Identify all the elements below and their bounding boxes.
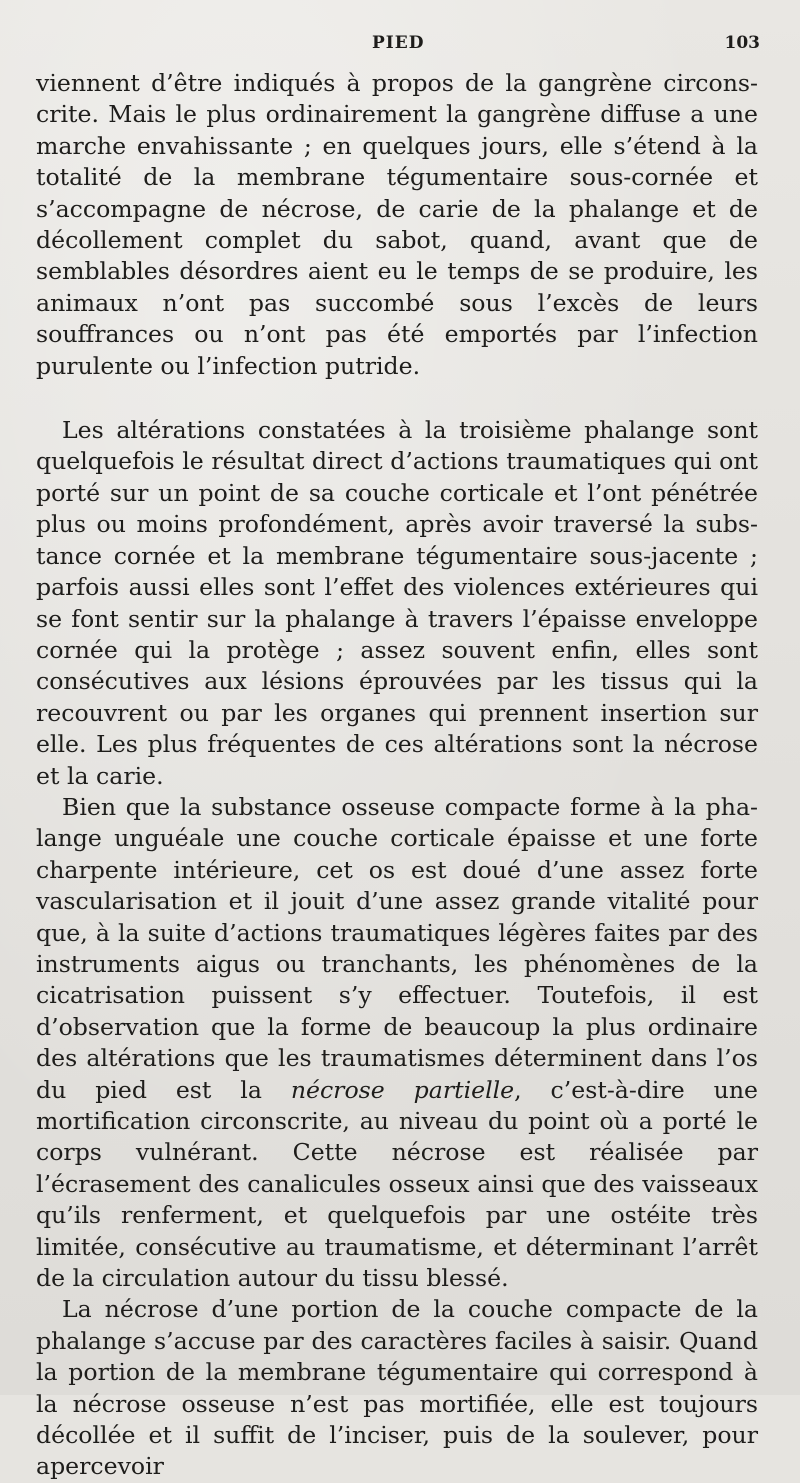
italic-term: nécrose partielle bbox=[290, 1075, 515, 1104]
paragraph-text-before-italic: Bien que la substance osseuse compacte forme à la phalange unguéale une couche corticale épaisse et une forte charpente intérieure, cet os est doué d’une assez forte vascularisation et il jouit d’une assez grande vitalité pour que, à la suite d’actions traumatiques légères faites par des instruments aigus ou tranchants, les phénomènes de la cicatrisation puissent s’y effectuer. Toutefois, il est d’observation que la forme de beaucoup la plus ordinaire des altérations que les traumatismes déterminent dans l’os du pied est la bbox=[36, 792, 758, 1104]
page-header bbox=[0, 33, 800, 59]
paragraph-text-after-italic: , c’est-à-dire une mortification circonscrite, au niveau du point où a porté le corps vulnérant. Cette nécrose est réalisée par l’écrasement des canalicules osseux ainsi que des vaisseaux qu’ils renferment, et quelquefois par une ostéite très limitée, consécutive au traumatisme, et déterminant l’arrêt de la circulation autour du tissu blessé. bbox=[36, 1075, 758, 1293]
paragraph-necrose-partielle bbox=[36, 792, 758, 1295]
page-number: 103 bbox=[724, 33, 760, 53]
paragraph-alterations: Les altérations constatées à la troisième phalange sont quelquefois le résultat direct d’actions traumatiques qui ont porté sur un point de sa couche corticale et l’ont pénétrée plus ou moins profondément, après avoir traversé la substance cornée et la membrane tégumentaire sous-jacente ; parfois aussi elles sont l’effet des violences extérieures qui se font sentir sur la phalange à travers l’épaisse enveloppe cornée qui la protège ; assez souvent enfin, elles sont consécutives aux lésions éprouvées par les tissus qui la recouvrent ou par les organes qui prennent insertion sur elle. Les plus fréquentes de ces altérations sont la nécrose et la carie. bbox=[36, 416, 758, 790]
paragraph-caracteres: La nécrose d’une portion de la couche compacte de la phalange s’accuse par des caractères faciles à saisir. Quand la portion de la membrane tégumentaire qui correspond à la nécrose osseuse n’est pas mortifiée, elle est toujours décollée et il suffit de l’inciser, puis de la soulever, pour apercevoir bbox=[36, 1295, 758, 1481]
page-body bbox=[36, 68, 758, 1483]
running-title: PIED bbox=[372, 33, 425, 53]
paragraph-continuation: viennent d’être indiqués à propos de la gangrène circonscrite. Mais le plus ordinairement la gangrène diffuse a une marche envahissante ; en quelques jours, elle s’étend à la totalité de la membrane tégumentaire sous-cornée et s’accompagne de nécrose, de carie de la phalange et de décollement complet du sabot, quand, avant que de semblables désordres aient eu le temps de se produire, les animaux n’ont pas succombé sous l’excès de leurs souffrances ou n’ont pas été emportés par l’infection purulente ou l’infection putride. bbox=[36, 69, 758, 380]
